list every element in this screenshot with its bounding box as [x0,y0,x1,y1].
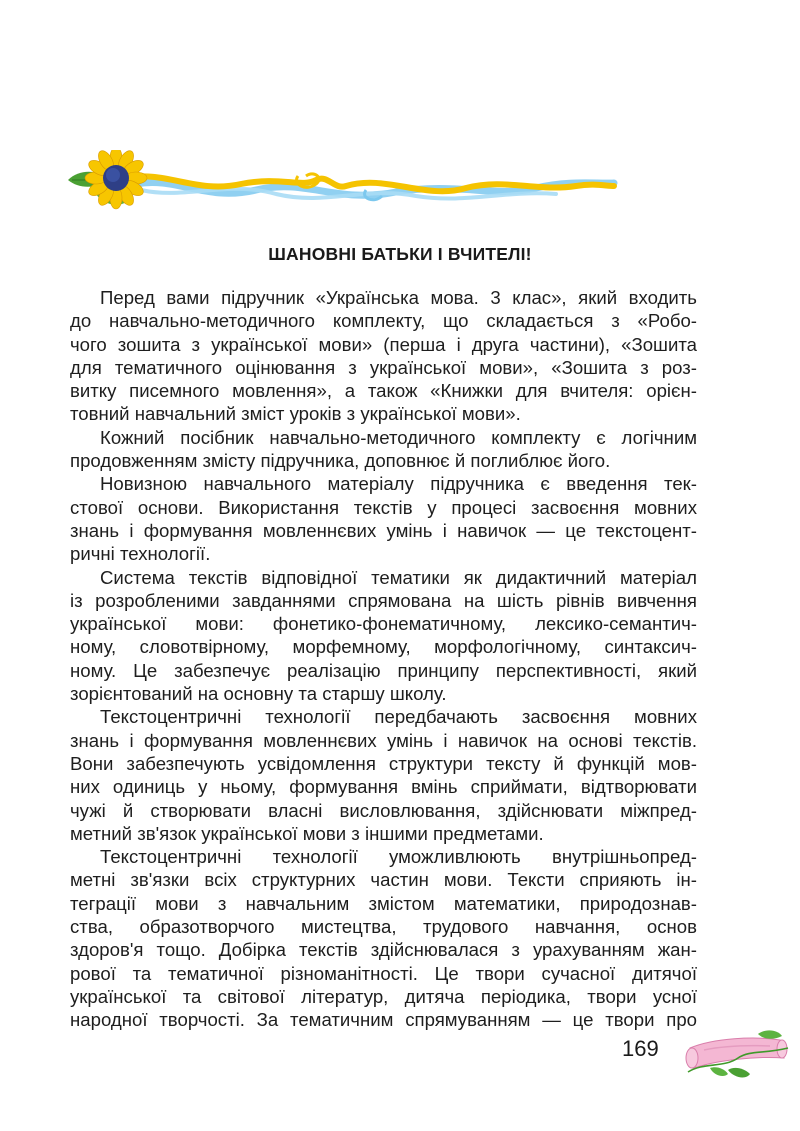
text-line: здоров'я тощо. Добірка текстів здійснювалася з урахуванням жан- [70,939,697,961]
text-line: знань і формування мовленнєвих умінь і навичок на основі текстів. [70,729,697,751]
paragraph-6 [70,845,697,1031]
paragraph-2 [70,426,697,473]
text-line: для тематичного оцінювання з української мови», «Зошита з роз- [70,356,697,378]
body-text [70,286,697,1032]
text-line: ному, словотвірному, морфемному, морфологічному, синтаксич- [70,636,697,658]
text-line: ному. Це забезпечує реалізацію принципу перспективності, який [70,659,697,681]
text-line: метні зв'язки всіх структурних частин мови. Тексти сприяють ін- [70,869,697,891]
text-line: чого зошита з української мови» (перша і друга частини), «Зошита [70,333,697,355]
text-line: рової та тематичної різноманітності. Це твори сучасної дитячої [70,962,697,984]
text-line: Перед вами підручник «Українська мова. 3 клас», який входить [100,287,697,308]
text-line: витку писемного мовлення», а також «Книжки для вчителя: орієн- [70,380,697,402]
text-line: Текстоцентричні технології передбачають засвоєння мовних [100,706,697,728]
paragraph-1 [70,286,697,426]
text-line: ричні технології. [70,543,211,565]
text-line: теграції мови з навчальним змістом математики, природознав- [70,892,697,914]
text-line: Новизною навчального матеріалу підручника є введення тек- [100,473,697,495]
text-line: Кожний посібник навчально-методичного комплекту є логічним [100,426,697,448]
paragraph-5 [70,705,697,845]
text-line: із розробленими завданнями спрямована на шість рівнів вивчення [70,589,697,611]
page-title: ШАНОВНІ БАТЬКИ І ВЧИТЕЛІ! [268,244,532,264]
text-line: до навчально-методичного комплекту, що складається з «Робо- [70,310,697,332]
rolled-scroll-icon [684,1028,790,1082]
page-number: 169 [622,1036,659,1061]
text-line: зорієнтований на основну та старшу школу. [70,683,447,705]
text-line: Вони забезпечують усвідомлення структури тексту й функцій мов- [70,752,697,774]
text-line: ства, образотворчого мистецтва, трудового навчання, основ [70,916,697,938]
text-line: знань і формування мовленнєвих умінь і навичок — це текстоцент- [70,519,697,541]
text-line: української та світової літератур, дитяча періодика, твори усної [70,985,697,1007]
text-line: продовженням змісту підручника, доповнює й поглиблює його. [70,450,611,472]
text-line: товний навчальний зміст уроків з української мови». [70,403,521,425]
text-line: стової основи. Використання текстів у процесі засвоєння мовних [70,496,697,518]
paragraph-4 [70,566,697,706]
text-line: української мови: фонетико-фонематичному, лексико-семантич- [70,613,697,635]
sunflower-ribbon-icon [66,150,618,212]
text-line: чужі й створювати власні висловлювання, здійснювати міжпред- [70,799,697,821]
paragraph-3 [70,472,697,565]
text-line: Система текстів відповідної тематики як дидактичний матеріал [100,566,697,588]
text-line: Текстоцентричні технології уможливлюють внутрішньопред- [100,846,697,868]
text-line: них одиниць у ньому, формування вмінь сприймати, відтворювати [70,776,697,798]
text-line: народної творчості. За тематичним спрямуванням — це твори про [70,1009,697,1031]
text-line: метний зв'язок української мови з іншими предметами. [70,822,544,844]
